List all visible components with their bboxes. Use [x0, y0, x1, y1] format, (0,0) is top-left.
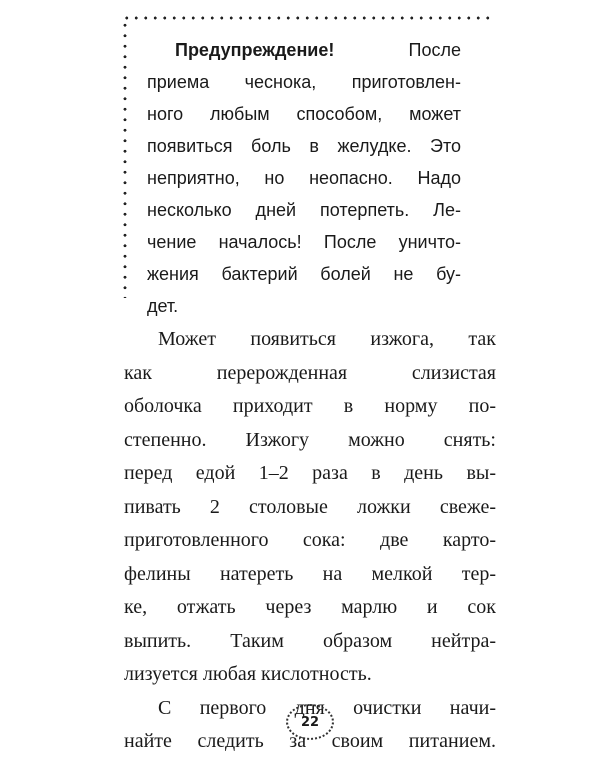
text-line: перед едой 1–2 раза в день вы-	[124, 462, 496, 484]
page-number: 22	[286, 704, 334, 740]
text-line: приготовленного сока: две карто-	[124, 529, 496, 551]
text-line	[147, 34, 461, 66]
text-line: лизуется любая кислотность.	[124, 663, 372, 685]
body-text	[124, 323, 496, 759]
dotted-border-left	[123, 20, 127, 298]
text-line: ного любым способом, может	[147, 104, 461, 124]
text-line: пивать 2 столовые ложки свеже-	[124, 495, 496, 518]
text-line: неприятно, но неопасно. Надо	[147, 168, 461, 188]
warning-heading: Предупреждение!	[175, 40, 335, 60]
text-line: оболочка приходит в норму по-	[124, 395, 496, 417]
text-line: чение началось! После уничто-	[147, 232, 461, 252]
text-line: найте следить за своим питанием.	[124, 730, 496, 752]
text-line: жения бактерий болей не бу-	[147, 264, 461, 284]
text-line: С первого дня очистки начи-	[158, 696, 496, 719]
text-line: приема чеснока, приготовлен-	[147, 72, 461, 92]
text-line: выпить. Таким образом нейтра-	[124, 629, 496, 652]
text-line: Может появиться изжога, так	[158, 328, 496, 350]
text-line: степенно. Изжогу можно снять:	[124, 428, 496, 451]
text-line: несколько дней потерпеть. Ле-	[147, 200, 461, 220]
dotted-border-top	[122, 16, 494, 20]
warning-box	[147, 34, 461, 322]
text-fragment: После	[408, 40, 461, 60]
text-line: ке, отжать через марлю и сок	[124, 596, 496, 618]
text-line: фелины натереть на мелкой тер-	[124, 562, 496, 585]
text-line: появиться боль в желудке. Это	[147, 136, 461, 156]
text-line: дет.	[147, 296, 179, 316]
text-line: как перерожденная слизистая	[124, 361, 496, 384]
